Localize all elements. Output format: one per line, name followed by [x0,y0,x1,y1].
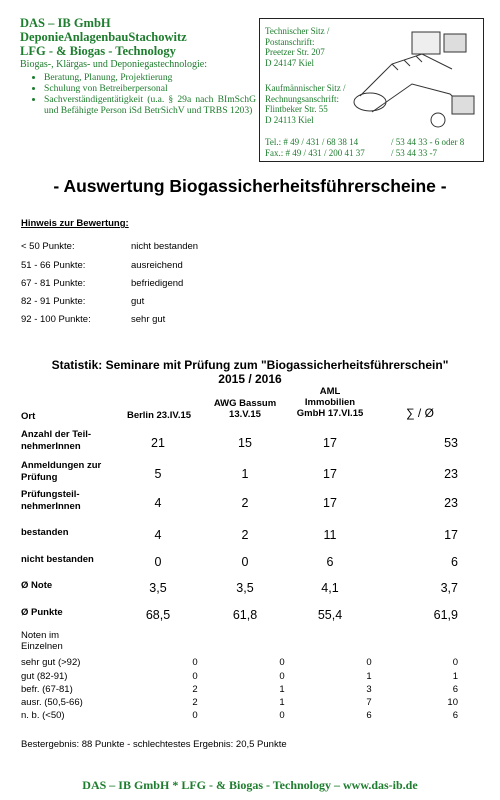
table-cell: 4 [154,496,162,510]
grading-label: ausreichend [131,260,183,271]
note-cell: 1 [279,684,285,695]
table-cell: 61,8 [232,608,258,622]
company-name: DAS – IB GmbH [20,16,111,30]
address-line: D 24147 Kiel [265,57,314,68]
note-label: befr. (67-81) [21,684,73,695]
table-cell: 17 [323,436,337,450]
table-cell: 0 [154,555,162,569]
note-label: gut (82-91) [21,671,68,682]
biogas-plant-illustration [352,24,480,132]
note-cell: 0 [279,710,285,721]
service-list [20,72,256,116]
row-label-line: nicht bestanden [21,554,94,565]
header-line: AML [319,386,341,397]
note-cell: 10 [447,697,458,708]
company-header [20,16,256,116]
page-title: - Auswertung Biogassicherheitsführerscheine - [53,176,447,196]
table-cell: 53 [444,436,458,450]
note-cell: 3 [366,684,372,695]
note-label: ausr. (50,5-66) [21,697,83,708]
note-cell: 2 [192,697,198,708]
fax-number: Fax.: # 49 / 431 / 200 41 37 [265,148,365,158]
row-label [21,607,63,619]
grading-label: nicht bestanden [131,241,199,252]
header-line: Berlin 23.IV.15 [126,410,192,421]
phone-number: Tel.: # 49 / 431 / 68 38 14 [265,137,359,147]
row-label [21,554,94,566]
address-line: Kaufmännischer Sitz / [265,83,346,93]
note-cell: 0 [192,710,198,721]
header-line: AWG Bassum [213,398,277,409]
row-label-line: Anmeldungen zur [21,460,102,471]
company-subtitle: Biogas-, Klärgas- und Deponiegastechnologie: [20,59,207,70]
note-cell: 1 [279,697,285,708]
address-line: Flintbeker Str. 55 [265,104,328,114]
commercial-address [265,83,355,125]
table-cell: 17 [323,496,337,510]
table-cell: 11 [323,528,337,542]
table-cell: 68,5 [145,608,171,622]
table-cell: 1 [241,467,249,481]
note-cell: 0 [192,657,198,668]
company-tagline: LFG - & Biogas - Technology [20,44,176,58]
note-cell: 0 [279,657,285,668]
address-line: Technischer Sitz / [265,26,330,36]
table-cell: 23 [444,467,458,481]
notes-heading [21,630,63,652]
address-line: D 24113 Kiel [265,114,314,125]
service-item: • Sachverständigentätigkeit (u.a. § 29a nach BImSchG und Befähigte Person iSd BetrSichV und TRBS 1203) [44,94,256,116]
grading-heading: Hinweis zur Bewertung: [21,218,129,229]
grading-range: 82 - 91 Punkte: [21,296,86,307]
row-label-line: bestanden [21,527,69,538]
grading-label: befriedigend [131,278,184,289]
table-cell: 2 [241,528,249,542]
table-cell: 17 [444,528,458,542]
table-cell: 21 [151,436,165,450]
header-line: ∑ / Ø [406,406,434,420]
note-cell: 2 [192,684,198,695]
header-line: 13.V.15 [229,409,261,420]
column-header-ort: Ort [21,411,36,422]
footer: DAS – IB GmbH * LFG - & Biogas - Technology – www.das-ib.de [82,778,418,792]
grading-range: 67 - 81 Punkte: [21,278,86,289]
row-label [21,527,69,539]
best-result-note: Bestergebnis: 88 Punkte - schlechtestes Ergebnis: 20,5 Punkte [21,739,287,750]
column-header-aml [290,386,370,419]
technical-address [265,26,355,68]
table-cell: 6 [451,555,458,569]
table-cell: 6 [326,555,334,569]
service-item: • Beratung, Planung, Projektierung [44,72,256,83]
row-label-line: Ø Punkte [21,607,63,618]
grading-range: < 50 Punkte: [21,241,75,252]
grading-range: 51 - 66 Punkte: [21,260,86,271]
table-cell: 3,5 [149,581,167,595]
table-cell: 55,4 [317,608,343,622]
column-header-bassum [205,398,285,420]
column-header-sum-avg [405,408,435,419]
note-cell: 0 [452,657,458,668]
statistics-title [0,358,500,386]
notes-heading-line: Noten im [21,630,60,641]
service-item: • Schulung von Betreiberpersonal [44,83,256,94]
note-cell: 6 [366,710,372,721]
table-cell: 3,7 [440,581,458,595]
column-header-berlin [118,410,200,421]
company-name-line2: DeponieAnlagenbauStachowitz [20,30,187,44]
row-label-line: Ø Note [21,580,53,591]
table-cell: 2 [241,496,249,510]
note-cell: 7 [366,697,372,708]
table-cell: 5 [154,467,162,481]
fax-extension: / 53 44 33 -7 [391,148,437,158]
table-cell: 4,1 [321,581,339,595]
table-cell: 61,9 [433,608,458,622]
address-line: Postanschrift: [265,36,315,47]
header-line: Immobilien [304,397,356,408]
statistics-year: 2015 / 2016 [218,372,282,386]
table-cell: 4 [154,528,162,542]
table-cell: 17 [323,467,337,481]
note-cell: 0 [192,671,198,682]
row-label [21,489,81,513]
address-line: Rechnungsanschrift: [265,93,339,104]
note-cell: 0 [279,671,285,682]
table-cell: 3,5 [236,581,254,595]
note-label: sehr gut (>92) [21,657,81,668]
note-label: n. b. (<50) [21,710,65,721]
note-cell: 1 [452,671,458,682]
table-cell: 0 [241,555,249,569]
note-cell: 6 [452,684,458,695]
notes-heading-line: Einzelnen [21,641,63,652]
address-line: Preetzer Str. 207 [265,47,325,57]
row-label-line: Anzahl der Teil- [21,429,92,440]
phone-extension: / 53 44 33 - 6 oder 8 [391,137,465,147]
row-label-line: Prüfungsteil- [21,489,80,500]
row-label-line: nehmerInnen [21,441,81,452]
row-label-line: nehmerInnen [21,501,81,512]
statistics-title-line: Statistik: Seminare mit Prüfung zum "Biogassicherheitsführerschein" [51,358,449,372]
row-label [21,580,52,592]
header-line: GmbH 17.VI.15 [296,408,364,419]
note-cell: 0 [366,657,372,668]
grading-label: sehr gut [131,314,166,325]
row-label-line: Prüfung [21,472,58,483]
note-cell: 6 [452,710,458,721]
contact-box [259,18,484,162]
note-cell: 1 [366,671,372,682]
table-cell: 23 [444,496,458,510]
row-label [21,429,91,453]
table-cell: 15 [238,436,252,450]
grading-range: 92 - 100 Punkte: [21,314,91,325]
row-label [21,460,101,484]
grading-label: gut [131,296,145,307]
